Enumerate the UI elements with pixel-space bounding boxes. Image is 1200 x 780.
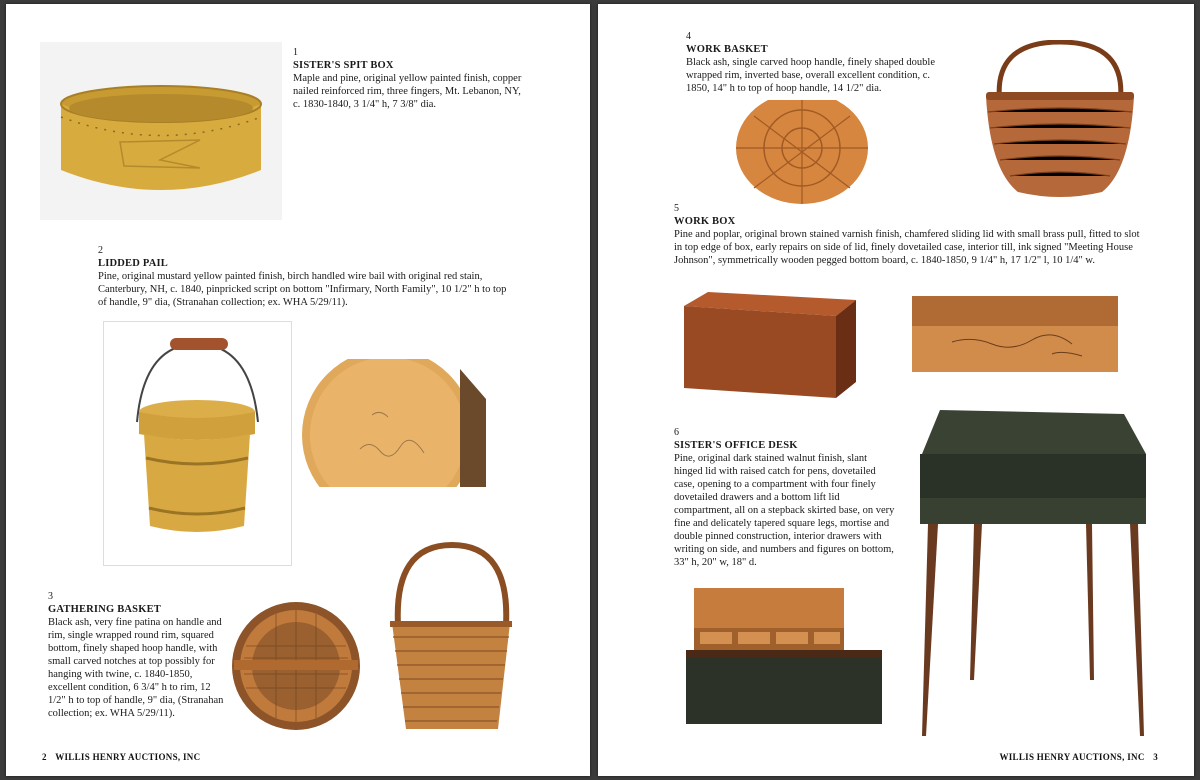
- work-box-photo: [684, 290, 858, 400]
- page-number: 3: [1153, 752, 1158, 762]
- lot-number: 5: [674, 203, 679, 214]
- lot-title: SISTER'S SPIT BOX: [293, 60, 394, 71]
- catalog-page-right: [598, 4, 1194, 776]
- lot-number: 3: [48, 591, 53, 602]
- lot-number: 2: [98, 245, 103, 256]
- pail-bottom-detail-photo: [300, 359, 486, 487]
- lot-description: Pine, original mustard yellow painted finish, birch handled wire bail with original red stain, Canterbury, NH, c. 1840, pinpricked script on bottom "Infirmary, North Family", 10 1/2" h to top of handle, 9" dia, (Stranahan collection; ex. WHA 5/29/11).: [98, 271, 507, 308]
- lot-number: 4: [686, 31, 691, 42]
- lot-description: Pine and poplar, original brown stained varnish finish, chamfered sliding lid with small brass pull, fitted to slot in top edge of box, early repairs on side of lid, finely dovetailed case, interior till, ink signed "Meeting House Johnson", symmetrically wooden pegged bottom board, c. 1840-1850, 9 1/4" h, 17 1/2" l, 10 1/4" w.: [674, 229, 1140, 266]
- lot-3: [48, 590, 224, 720]
- lot-description: Black ash, single carved hoop handle, finely shaped double wrapped rim, inverted base, overall excellent condition, c. 1850, 14" h to top of hoop handle, 14 1/2" dia.: [686, 57, 936, 94]
- lot-description: Maple and pine, original yellow painted finish, copper nailed reinforced rim, three fingers, Mt. Lebanon, NY, c. 1830-1840, 3 1/4" h, 7 3/8" dia.: [293, 73, 522, 110]
- lot-title: GATHERING BASKET: [48, 604, 161, 615]
- work-basket-bottom-photo: [734, 100, 870, 204]
- gathering-basket-side-photo: [378, 537, 526, 735]
- lot-title: LIDDED PAIL: [98, 258, 168, 269]
- lot-5: [674, 202, 1144, 267]
- lidded-pail-photo: [103, 321, 292, 566]
- lot-description: Pine, original dark stained walnut finish, slant hinged lid with raised catch for pens, dovetailed case, opening to a compartment with four finely dovetailed drawers and a bottom lift lid compartment, all on a stepback skirted base, on very fine and delicately tapered square legs, mortise and double pinned construction, interior drawers with writing on side, and numbers and figures on bottom, 33" h, 20" w, 18" d.: [674, 453, 895, 568]
- lot-2: [98, 244, 508, 309]
- gathering-basket-top-photo: [226, 596, 366, 734]
- page-number: 2: [42, 752, 47, 762]
- page-footer-left: [36, 752, 200, 762]
- lot-description: Black ash, very fine patina on handle and rim, single wrapped round rim, squared bottom, finely shaped hoop handle, with small carved notches at top possibly for hanging with twine, c. 1840-1850, excellent condition, 6 3/4" h to rim, 12 1/2" h to top of handle, 9" dia, (Stranahan collection; ex. WHA 5/29/11).: [48, 617, 224, 719]
- publisher-name: WILLIS HENRY AUCTIONS, INC: [999, 752, 1145, 762]
- spit-box-photo: [40, 42, 282, 220]
- catalog-page-left: [6, 4, 590, 776]
- lot-title: WORK BOX: [674, 216, 736, 227]
- lot-1: [293, 46, 523, 111]
- work-basket-photo: [982, 40, 1138, 200]
- office-desk-photo: [914, 410, 1148, 738]
- work-box-signature-photo: [912, 296, 1118, 372]
- lot-number: 1: [293, 47, 298, 58]
- lot-number: 6: [674, 427, 679, 438]
- lot-title: WORK BASKET: [686, 44, 768, 55]
- lot-title: SISTER'S OFFICE DESK: [674, 440, 798, 451]
- page-footer-right: [999, 752, 1164, 762]
- lot-6: [674, 426, 896, 569]
- lot-4: [686, 30, 952, 95]
- desk-interior-photo: [686, 588, 882, 724]
- publisher-name: WILLIS HENRY AUCTIONS, INC: [55, 752, 201, 762]
